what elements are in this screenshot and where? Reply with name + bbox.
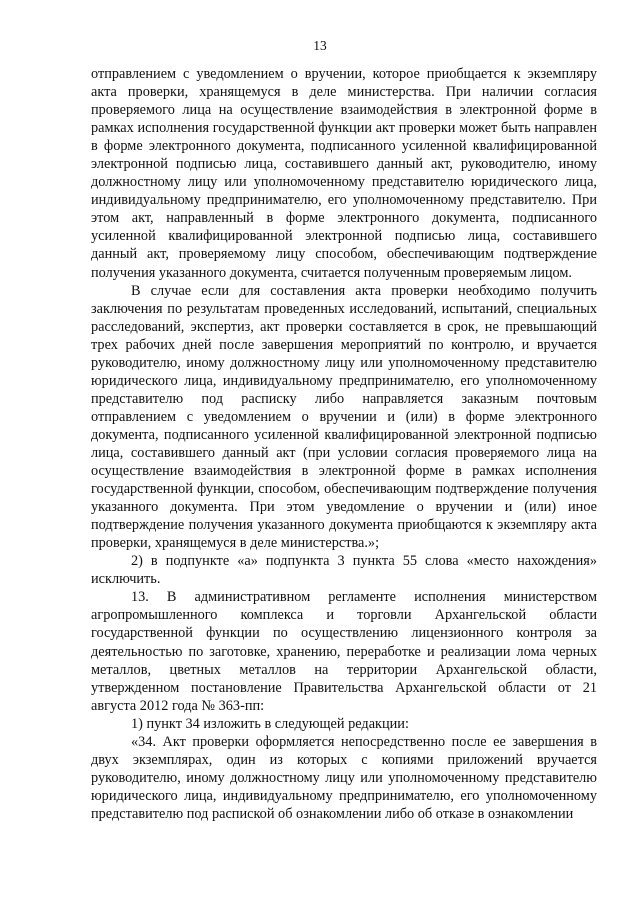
paragraph-item-13: 13. В административном регламенте исполнения министерством агропромышленного комплекса и торговли Архангельской области государственной функции по осуществлению лицензионного контроля за деятельностью по заготовке, хранению, переработке и реализации лома черных металлов, цветных металлов на территории Архангельской области, утвержденном постановление Правительства Архангельской области от 21 августа 2012 года № 363-пп: (91, 589, 597, 714)
document-body (91, 65, 597, 823)
paragraph-subitem-2: 2) в подпункте «а» подпункта 3 пункта 55 слова «место нахождения» исключить. (91, 553, 597, 588)
paragraph-continuation: отправлением с уведомлением о вручении, которое приобщается к экземпляру акта проверки, хранящемуся в деле министерства. При наличии согласия проверяемого лица на осуществление взаимодействия в электронной форме в рамках исполнения государственной функции акт проверки может быть направлен в форме электронного документа, подписанного усиленной квалифицированной электронной подписью лица, составившего данный акт, руководителю, иному должностному лицу или уполномоченному представителю юридического лица, индивидуальному предпринимателю, его уполномоченному представителю. При этом акт, направленный в форме электронного документа, подписанного усиленной квалифицированной электронной подписью лица, составившего данный акт, проверяемому лицу способом, обеспечивающим подтверждение получения указанного документа, считается полученным проверяемым лицом. (91, 66, 597, 281)
paragraph-item-34: «34. Акт проверки оформляется непосредственно после ее завершения в двух экземплярах, один из которых с копиями приложений вручается руководителю, иному должностному лицу или уполномоченному представителю юридического лица, индивидуальному предпринимателю, его уполномоченному представителю под распиской об ознакомлении либо об отказе в ознакомлении (91, 733, 597, 822)
paragraph-expert-conclusions: В случае если для составления акта проверки необходимо получить заключения по результатам проведенных исследований, испытаний, специальных расследований, экспертиз, акт проверки составляется в срок, не превышающий трех рабочих дней после завершения мероприятий по контролю, и вручается руководителю, иному должностному лицу или уполномоченному представителю юридического лица, индивидуальному предпринимателю, его уполномоченному представителю под расписку либо направляется заказным почтовым отправлением с уведомлением о вручении и (или) в форме электронного документа, подписанного усиленной квалифицированной электронной подписью лица, составившего данный акт (при условии согласия проверяемого лица на осуществление взаимодействия в электронной форме в рамках исполнения государственной функции, способом, обеспечивающим подтверждение получения указанного документа. При этом уведомление о вручении и (или) иное подтверждение получения указанного документа приобщаются к экземпляру акта проверки, хранящемуся в деле министерства.»; (91, 282, 597, 552)
page-number: 13 (313, 38, 327, 53)
paragraph-subitem-1: 1) пункт 34 изложить в следующей редакции: (131, 715, 409, 732)
